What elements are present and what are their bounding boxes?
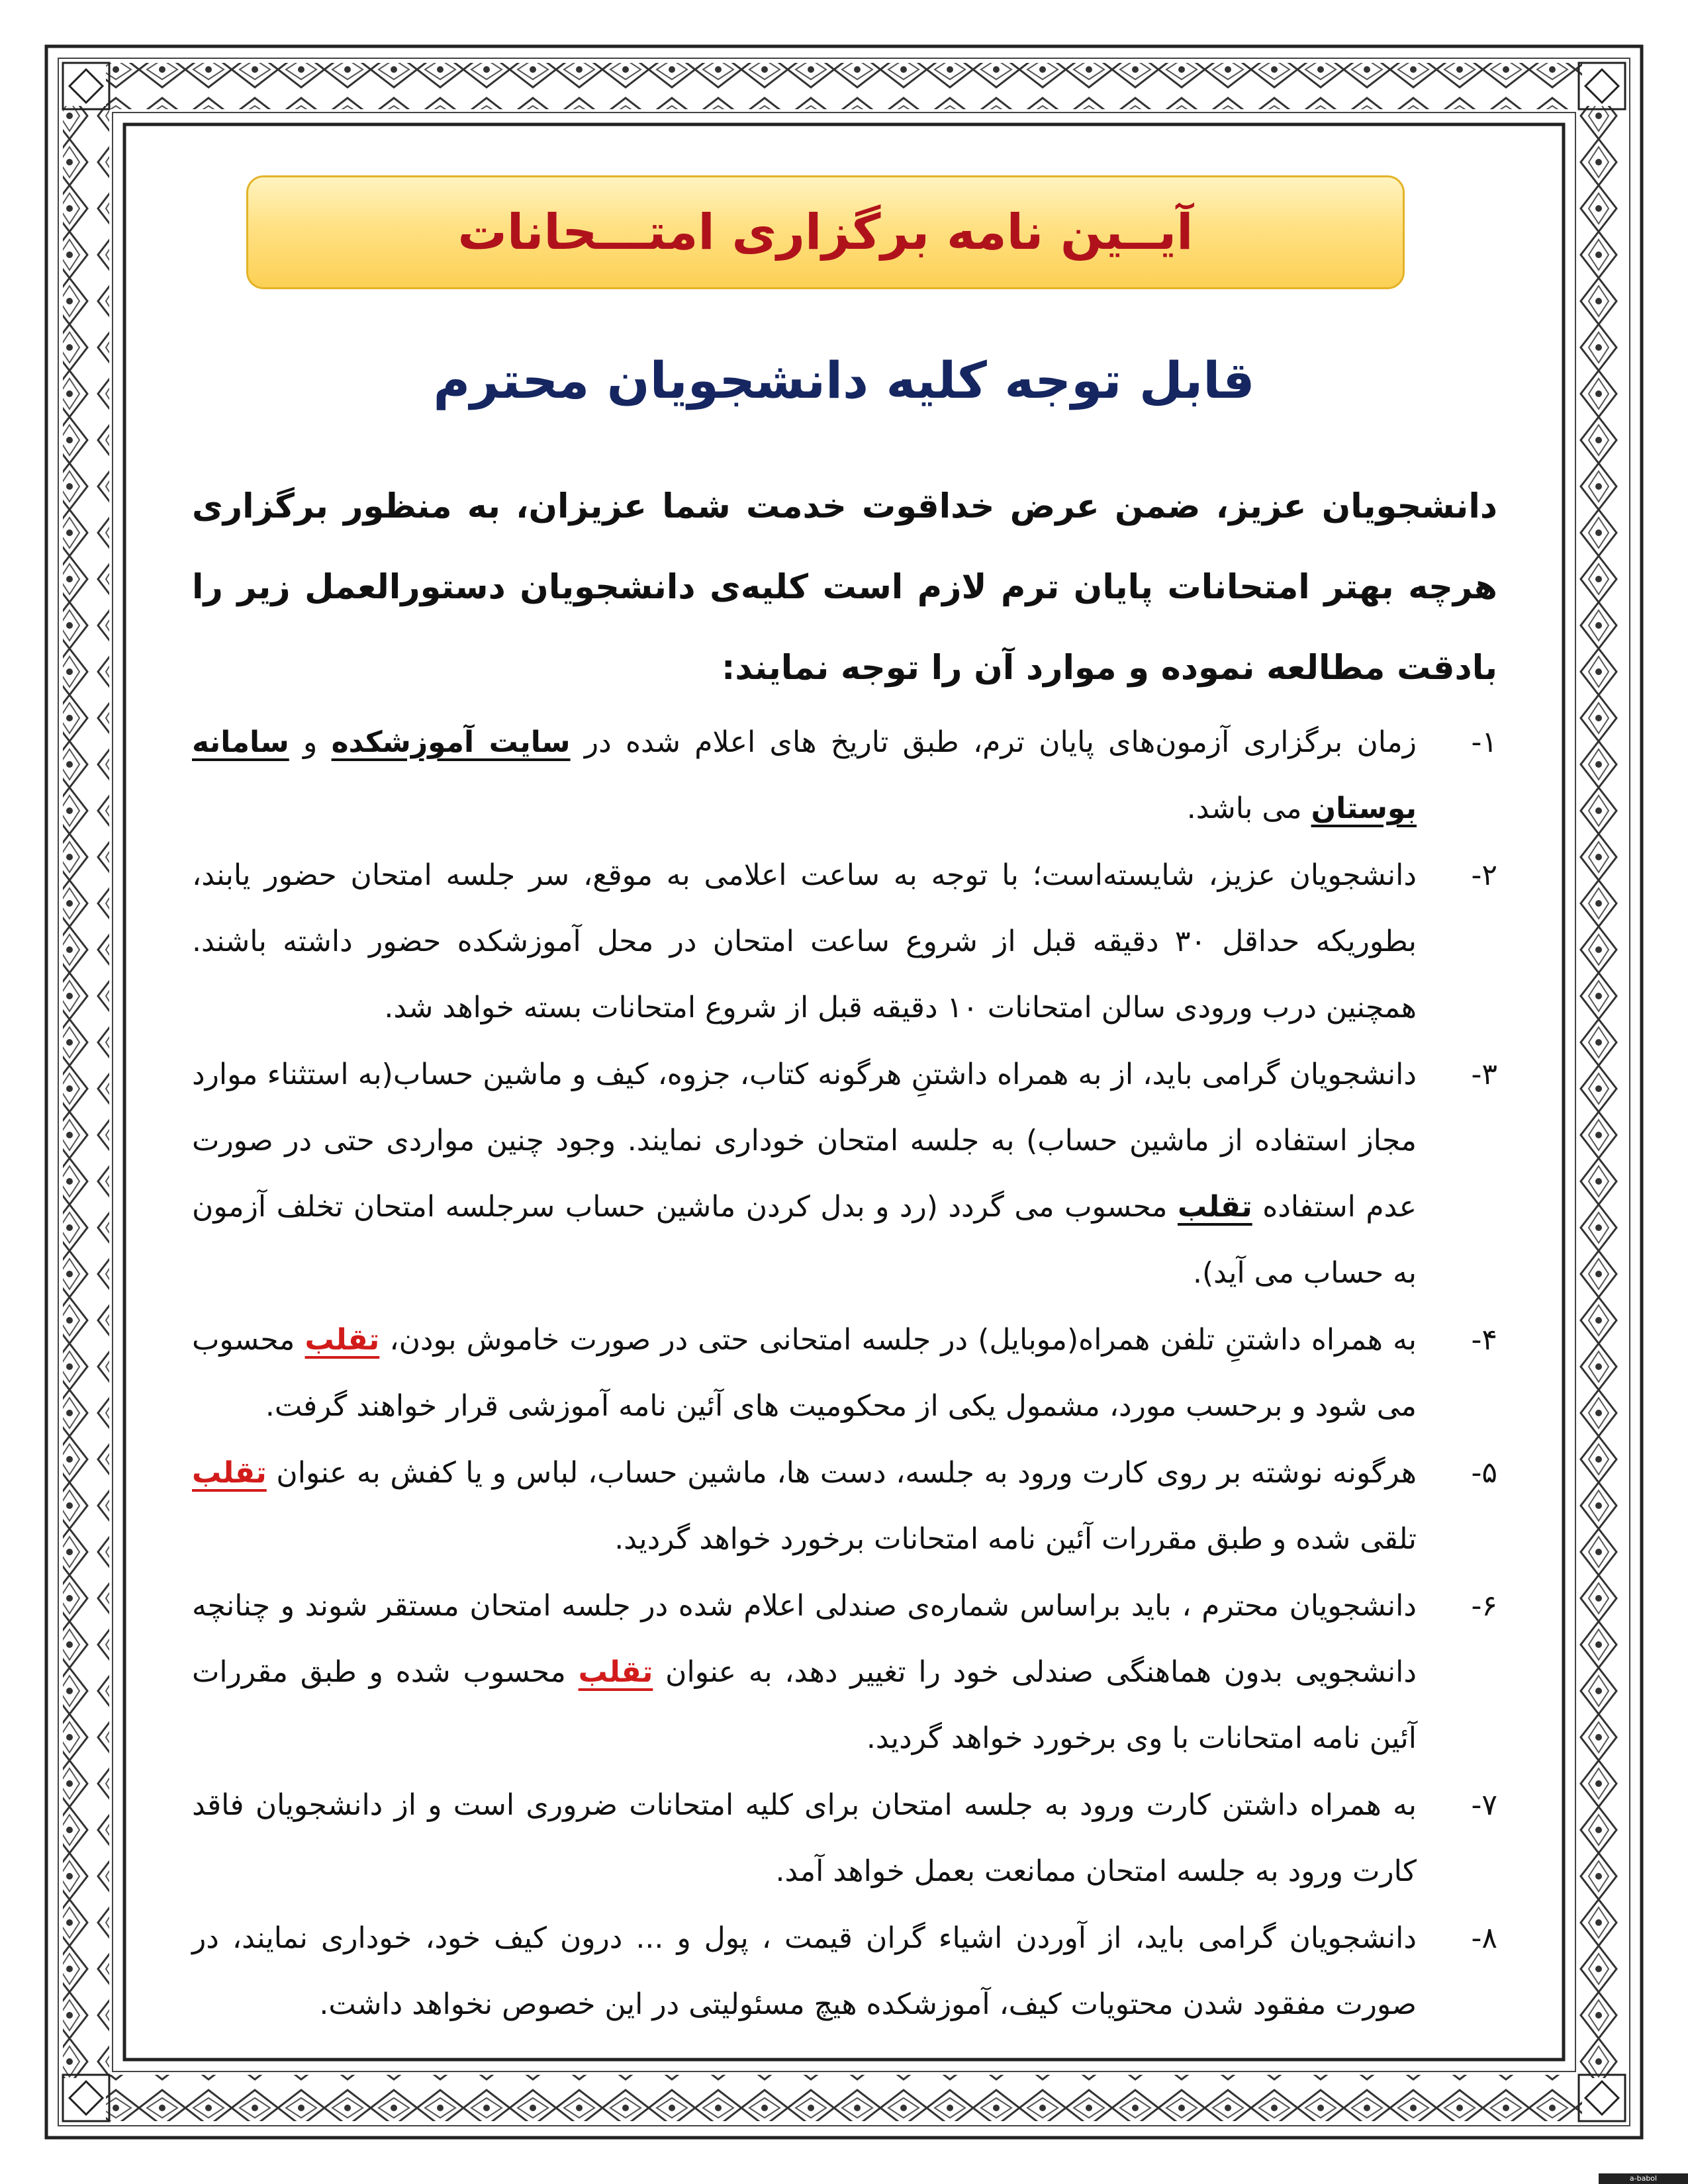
cheating-emphasis: تقلب — [305, 1323, 380, 1357]
cheating-emphasis: تقلب — [578, 1655, 653, 1689]
system-link: سامانه بوستان — [192, 725, 1417, 825]
rule-text: محسوب می گردد (رد و بدل کردن ماشین حساب سرجلسه امتحان تخلف آزمون به حساب می آید). — [192, 1190, 1417, 1290]
rule-text: دانشجویان محترم ، باید براساس شماره‌ی صندلی اعلام شده در جلسه امتحان مستقر شوند و چنانچه دانشجویی بدون هماهنگی صندلی خود را تغییر دهد، به عنوان — [192, 1589, 1417, 1689]
rule-number: ۷- — [1471, 1788, 1497, 1822]
title-banner — [246, 175, 1405, 289]
rule-item-5 — [192, 1440, 1497, 1572]
rule-text: محسوب شده و طبق مقررات آئین نامه امتحانات با وی برخورد خواهد گردید. — [192, 1655, 1417, 1755]
rule-number: ۵- — [1471, 1456, 1497, 1490]
intro-paragraph: دانشجویان عزیز، ضمن عرض خداقوت خدمت شما عزیزان، به منظور برگزاری هرچه بهتر امتحانات پایان ترم لازم است کلیه‌ی دانشجویان دستورالعمل زیر را بادقت مطالعه نموده و موارد آن را توجه نمایند: — [192, 487, 1497, 688]
rule-item-1 — [192, 709, 1497, 842]
page-title: آیــین نامه برگزاری امتـــحانات — [457, 204, 1194, 261]
rule-text: می باشد. — [1186, 792, 1311, 825]
rule-item-8 — [192, 1905, 1497, 2038]
rule-text: و — [289, 725, 332, 759]
rule-number: ۶- — [1471, 1589, 1497, 1623]
rule-number: ۲- — [1471, 858, 1497, 892]
site-link: سایت آموزشکده — [331, 725, 571, 759]
cheating-emphasis: تقلب — [1177, 1190, 1252, 1224]
page-subtitle: قابل توجه کلیه دانشجویان محترم — [433, 351, 1255, 410]
rule-text: دانشجویان عزیز، شایسته‌است؛ با توجه به ساعت اعلامی به موقع، سر جلسه امتحان حضور یابند، بطوریکه حداقل ۳۰ دقیقه قبل از شروع ساعت امتحان در محل آموزشکده حضور داشته باشند. همچنین درب ورودی سالن امتحانات ۱۰ دقیقه قبل از شروع امتحانات بسته خواهد شد. — [192, 858, 1417, 1024]
rule-item-7 — [192, 1772, 1497, 1905]
footer-logo: a-babol — [1599, 2173, 1688, 2184]
rule-text: تلقی شده و طبق مقررات آئین نامه امتحانات برخورد خواهد گردید. — [614, 1522, 1417, 1556]
rule-text: هرگونه نوشته بر روی کارت ورود به جلسه، دست ها، ماشین حساب، لباس و یا کفش به عنوان — [266, 1456, 1417, 1490]
rule-item-2 — [192, 842, 1497, 1041]
rule-number: ۴- — [1471, 1323, 1497, 1357]
rules-list — [192, 709, 1497, 2038]
rule-text: دانشجویان گرامی باید، از آوردن اشیاء گران قیمت ، پول و ... درون کیف خود، خوداری نمایند، در صورت مفقود شدن محتویات کیف، آموزشکده هیچ مسئولیتی در این خصوص نخواهد داشت. — [192, 1921, 1417, 2021]
rule-number: ۸- — [1471, 1921, 1497, 1955]
rule-number: ۱- — [1471, 725, 1497, 759]
rule-item-4 — [192, 1307, 1497, 1439]
rule-text: به همراه داشتن کارت ورود به جلسه امتحان برای کلیه امتحانات ضروری است و از دانشجویان فاقد کارت ورود به جلسه امتحان ممانعت بعمل خواهد آمد. — [192, 1788, 1417, 1888]
cheating-emphasis: تقلب — [192, 1456, 267, 1490]
rule-text: به همراه داشتنِ تلفن همراه(موبایل) در جلسه امتحانی حتی در صورت خاموش بودن، — [379, 1323, 1417, 1357]
rule-text: دانشجویان گرامی باید، از به همراه داشتنِ هرگونه کتاب، جزوه، کیف و ماشین حساب(به استثناء موارد مجاز استفاده از ماشین حساب) به جلسه امتحان خوداری نمایند. وجود چنین مواردی حتی در صورت عدم استفاده — [192, 1058, 1417, 1224]
rule-text: محسوب می شود و برحسب مورد، مشمول یکی از محکومیت های آئین نامه آموزشی قرار خواهند گرفت. — [192, 1323, 1417, 1423]
rule-number: ۳- — [1471, 1058, 1497, 1091]
rule-item-3 — [192, 1042, 1497, 1306]
rule-text: زمان برگزاری آزمون‌های پایان ترم، طبق تاریخ های اعلام شده در — [570, 725, 1417, 759]
rule-item-6 — [192, 1573, 1497, 1772]
